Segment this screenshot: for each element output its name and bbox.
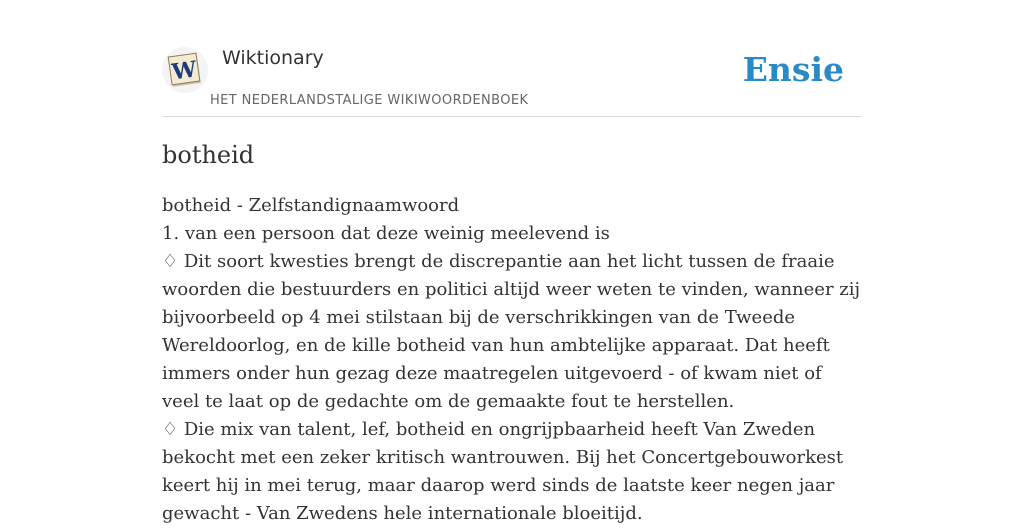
logo-tile <box>162 47 208 93</box>
site-name[interactable]: Wiktionary <box>222 47 324 69</box>
example-sentence: ♢ Die mix van talent, lef, botheid en ongrijpbaarheid heeft Van Zweden bekocht met een zeker kritisch wantrouwen. Bij het Concertgebouworkest keert hij in mei terug, maar daarop werd sinds de laatste keer negen jaar gewacht - Van Zwedens hele internationale bloeitijd. <box>162 419 844 524</box>
entry-heading: botheid - Zelfstandignaamwoord <box>162 195 460 216</box>
entry-definition: 1. van een persoon dat deze weinig meelevend is <box>162 223 610 244</box>
page-title: botheid <box>162 141 255 169</box>
entry-content <box>162 192 862 528</box>
logo-letter: W <box>170 56 199 86</box>
site-tagline: HET NEDERLANDSTALIGE WIKIWOORDENBOEK <box>210 93 529 108</box>
ensie-logo[interactable]: Ensie <box>742 50 844 89</box>
site-header <box>162 0 862 117</box>
example-sentence: ♢ Dit soort kwesties brengt de discrepantie aan het licht tussen de fraaie woorden die bestuurders en politici altijd weer weten te vinden, wanneer zij bijvoorbeeld op 4 mei stilstaan bij de verschrikkingen van de Tweede Wereldoorlog, en de kille botheid van hun ambtelijke apparaat. Dat heeft immers onder hun gezag deze maatregelen uitgevoerd - of kwam niet of veel te laat op de gedachte om de gemaakte fout te herstellen. <box>162 251 861 412</box>
wiktionary-logo-icon[interactable] <box>162 47 208 93</box>
